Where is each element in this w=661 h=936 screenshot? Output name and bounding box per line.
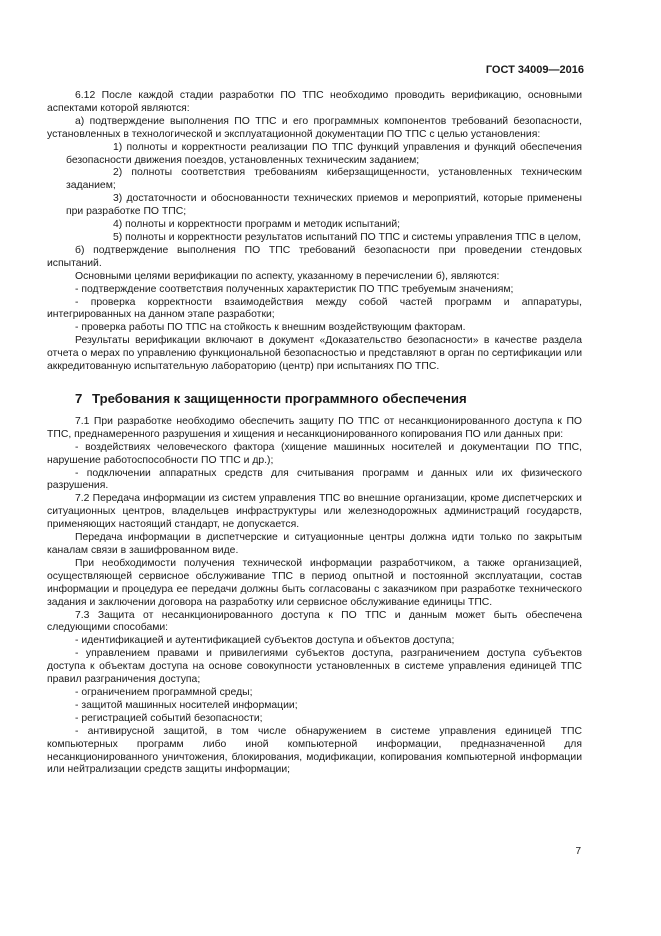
paragraph: 7.1 При разработке необходимо обеспечить защиту ПО ТПС от несанкционированного доступа к ПО ТПС, преднамеренного разрушения и хищения и несанкционированного копирования ПО или данных при: xyxy=(47,415,582,440)
paragraph: - защитой машинных носителей информации; xyxy=(75,699,298,711)
paragraph: 5) полноты и корректности результатов испытаний ПО ТПС и системы управления ТПС в целом, xyxy=(113,231,582,243)
paragraph: 7.2 Передача информации из систем управления ТПС во внешние организации, кроме диспетчерских и ситуационных центров, владельцев инфраструктуры или железнодорожных администраций государств, применяющих настоящий стандарт, не допускается. xyxy=(47,493,582,531)
paragraph: 7.3 Защита от несанкционированного доступа к ПО ТПС и данным может быть обеспечена следующими способами: xyxy=(47,609,582,634)
paragraph: - антивирусной защитой, в том числе обнаружением в системе управления единицей ТПС компьютерных программ либо иной компьютерной информации, предназначенной для несанкционированного уничтожения, блокирования, модификации, копирования компьютерной информации или нейтрализации средств защиты информации; xyxy=(47,725,582,776)
paragraphs-before-section xyxy=(47,90,582,374)
paragraphs-after-section xyxy=(47,416,582,777)
paragraph: 6.12 После каждой стадии разработки ПО ТПС необходимо проводить верификацию, основными аспектами которой являются: xyxy=(47,90,582,114)
paragraph: - воздействиях человеческого фактора (хищение машинных носителей и документации ПО ТПС, нарушение работоспособности ПО ТПС и др.); xyxy=(47,441,582,466)
paragraph: - проверка работы ПО ТПС на стойкость к внешним воздействующим факторам. xyxy=(75,322,466,334)
page-content xyxy=(47,90,582,777)
paragraph: - управлением правами и привилегиями субъектов доступа, разграничением доступа субъектов доступа к объектам доступа на основе совокупности установленных в системе управления единицей ТПС правил разграничения доступа; xyxy=(47,648,582,686)
paragraph: Основными целями верификации по аспекту, указанному в перечислении б), являются: xyxy=(75,270,500,282)
paragraph: 4) полноты и корректности программ и методик испытаний; xyxy=(113,219,401,231)
paragraph: При необходимости получения технической информации разработчиком, а также организацией, осуществляющей сервисное обслуживание ТПС в период опытной и постоянной эксплуатации, состав информации и процедура ее передачи должны быть согласованы с заказчиком при разработке технического задания и заключении договора на разработку или сервисное обслуживание единицы ТПС. xyxy=(47,557,582,608)
page-number: 7 xyxy=(575,846,581,857)
paragraph: - подключении аппаратных средств для считывания программ и данных или их физического разрушения. xyxy=(47,467,582,492)
paragraph: - регистрацией событий безопасности; xyxy=(75,712,263,724)
paragraph: 1) полноты и корректности реализации ПО ТПС функций управления и функций обеспечения безопасности движения поездов, установленных техническим заданием; xyxy=(66,141,582,166)
paragraph: - идентификацией и аутентификацией субъектов доступа и объектов доступа; xyxy=(75,635,455,647)
paragraph: 3) достаточности и обоснованности технических приемов и мероприятий, которые применены при разработке ПО ТПС; xyxy=(66,193,582,218)
section-number: 7 xyxy=(75,390,83,406)
document-code: ГОСТ 34009—2016 xyxy=(485,64,584,76)
paragraph: а) подтверждение выполнения ПО ТПС и его программных компонентов требований безопасности, установленных в технологической и эксплуатационной документации ПО ТПС с целью установления: xyxy=(47,115,582,140)
paragraph: Результаты верификации включают в документ «Доказательство безопасности» в качестве раздела отчета о мерах по управлению функциональной безопасностью и представляют в орган по сертификации или аккредитованную испытательную лабораторию (центр) при испытаниях ПО ТПС. xyxy=(47,335,582,373)
paragraph: - подтверждение соответствия полученных характеристик ПО ТПС требуемым значениям; xyxy=(75,283,514,295)
paragraph: 2) полноты соответствия требованиям киберзащищенности, установленных техническим заданием; xyxy=(66,167,582,192)
section-heading xyxy=(47,391,582,407)
paragraph: б) подтверждение выполнения ПО ТПС требований безопасности при проведении стендовых испытаний. xyxy=(47,244,582,269)
paragraph: - ограничением программной среды; xyxy=(75,686,253,698)
paragraph: - проверка корректности взаимодействия между собой частей программ и аппаратуры, интегрированных на данном этапе разработки; xyxy=(47,296,582,321)
paragraph: Передача информации в диспетчерские и ситуационные центры должна идти только по закрытым каналам связи в зашифрованном виде. xyxy=(47,532,582,556)
section-title: Требования к защищенности программного обеспечения xyxy=(92,390,467,406)
